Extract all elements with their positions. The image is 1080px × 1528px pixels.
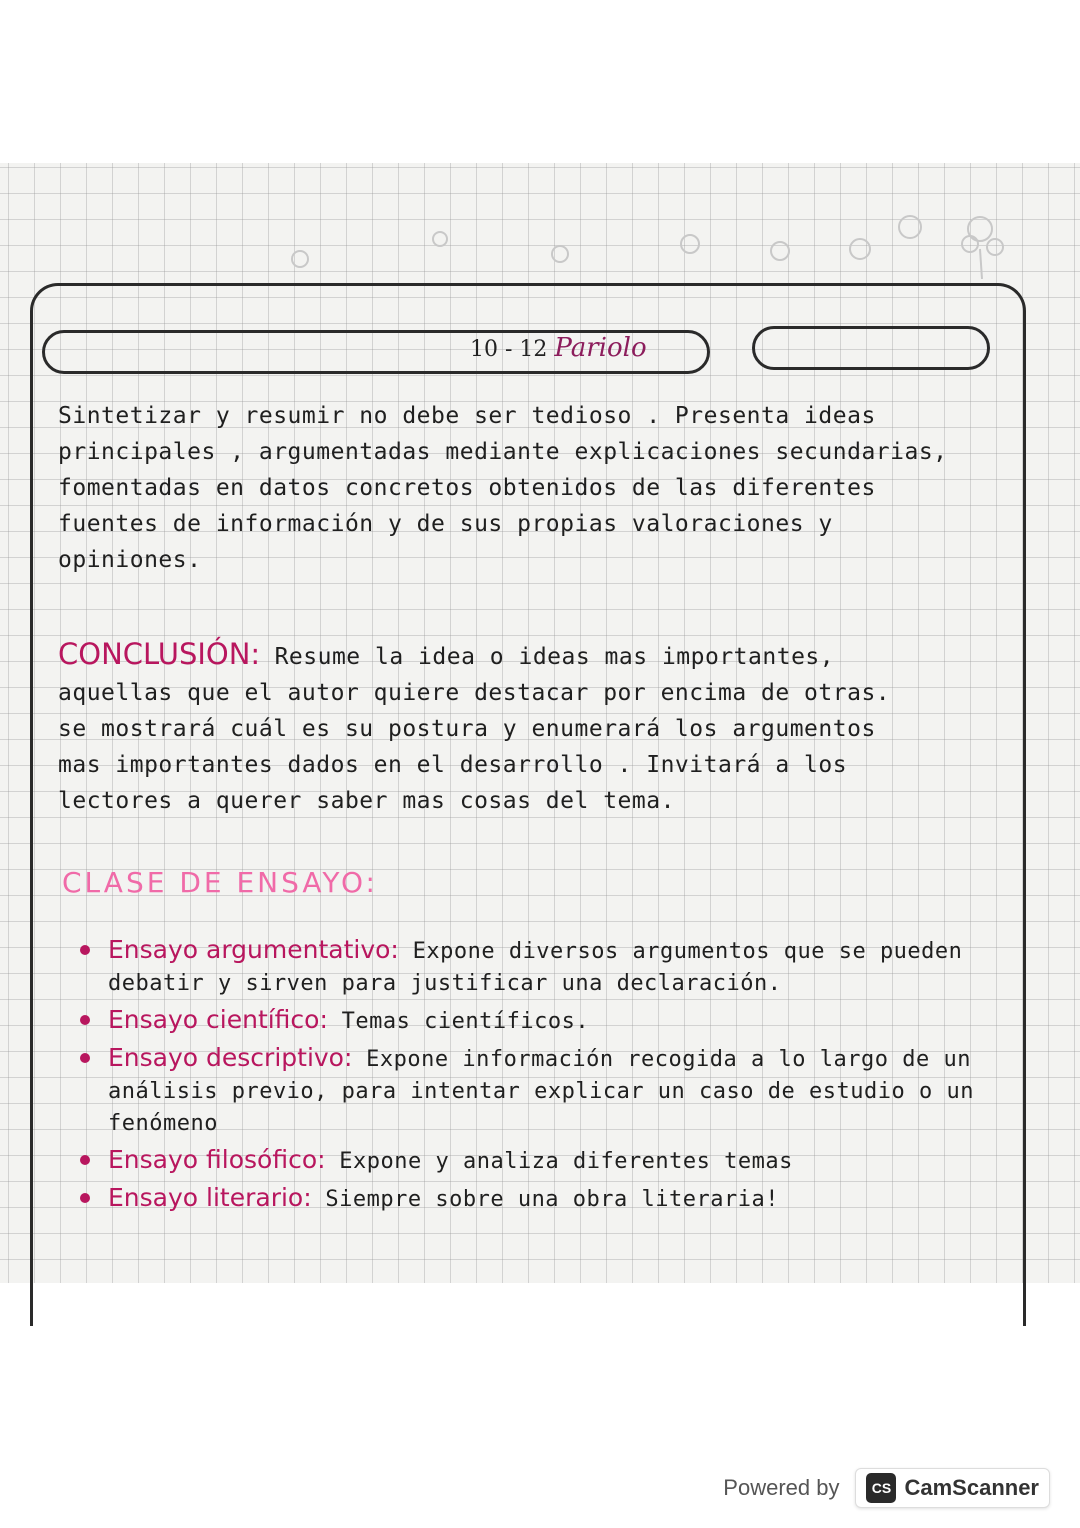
conclusion-first-line [58, 636, 1018, 675]
ensayo-list [70, 934, 1050, 1220]
conclusion-line: mas importantes dados en el desarrollo . Invitará a los [58, 752, 848, 778]
list-item [70, 934, 1050, 1000]
ensayo-text: Temas científicos. [327, 1009, 590, 1034]
ensayo-type: Ensayo filosófico: [108, 1145, 326, 1174]
camscanner-badge [855, 1468, 1050, 1508]
bullet-icon [80, 945, 90, 955]
ensayo-type: Ensayo literario: [108, 1183, 312, 1212]
ensayo-type: Ensayo científico: [108, 1005, 328, 1034]
intro-line: Sintetizar y resumir no debe ser tedioso . Presenta ideas [58, 403, 876, 429]
list-item [70, 1144, 1050, 1178]
intro-line: principales , argumentadas mediante explicaciones secundarias, [58, 439, 948, 465]
title-month: Pariolo [554, 333, 647, 363]
conclusion-heading: CONCLUSIÓN: [58, 637, 261, 671]
ensayo-text: Expone y analiza diferentes temas [325, 1149, 793, 1174]
intro-line: opiniones. [58, 547, 202, 573]
conclusion-line: aquellas que el autor quiere destacar por encima de otras. [58, 680, 891, 706]
camscanner-logo-icon: CS [866, 1473, 896, 1503]
list-item [70, 1004, 1050, 1038]
ensayo-text: Siempre sobre una obra literaria! [311, 1187, 779, 1212]
conclusion-line: Resume la idea o ideas mas importantes, [260, 644, 835, 670]
title-prefix: 10 - 12 [470, 337, 548, 362]
intro-line: fomentadas en datos concretos obtenidos de las diferentes [58, 475, 876, 501]
bullet-icon [80, 1053, 90, 1063]
page-title [470, 331, 647, 365]
conclusion-line: lectores a querer saber mas cosas del tema. [58, 788, 675, 814]
camscanner-name: CamScanner [904, 1475, 1039, 1500]
intro-paragraph [58, 398, 1018, 578]
clase-heading: CLASE DE ENSAYO: [62, 866, 378, 899]
bullet-icon [80, 1015, 90, 1025]
ensayo-text: Expone diversos argumentos que se pueden debatir y sirven para justificar una declaración. [108, 939, 963, 996]
ensayo-type: Ensayo descriptivo: [108, 1043, 353, 1072]
list-item [70, 1182, 1050, 1216]
flower-doodles-icon [260, 199, 1020, 279]
ensayo-type: Ensayo argumentativo: [108, 935, 399, 964]
bullet-icon [80, 1155, 90, 1165]
camscanner-watermark [723, 1465, 1050, 1511]
conclusion-line: se mostrará cuál es su postura y enumerará los argumentos [58, 716, 876, 742]
intro-line: fuentes de información y de sus propias valoraciones y [58, 511, 833, 537]
bullet-icon [80, 1193, 90, 1203]
powered-by-label: Powered by [723, 1475, 840, 1500]
ensayo-text: Expone información recogida a lo largo de un análisis previo, para intentar explicar un caso de estudio o un fenómeno [108, 1047, 974, 1136]
list-item [70, 1042, 1050, 1140]
conclusion-section [58, 636, 1018, 819]
side-box [752, 326, 990, 370]
